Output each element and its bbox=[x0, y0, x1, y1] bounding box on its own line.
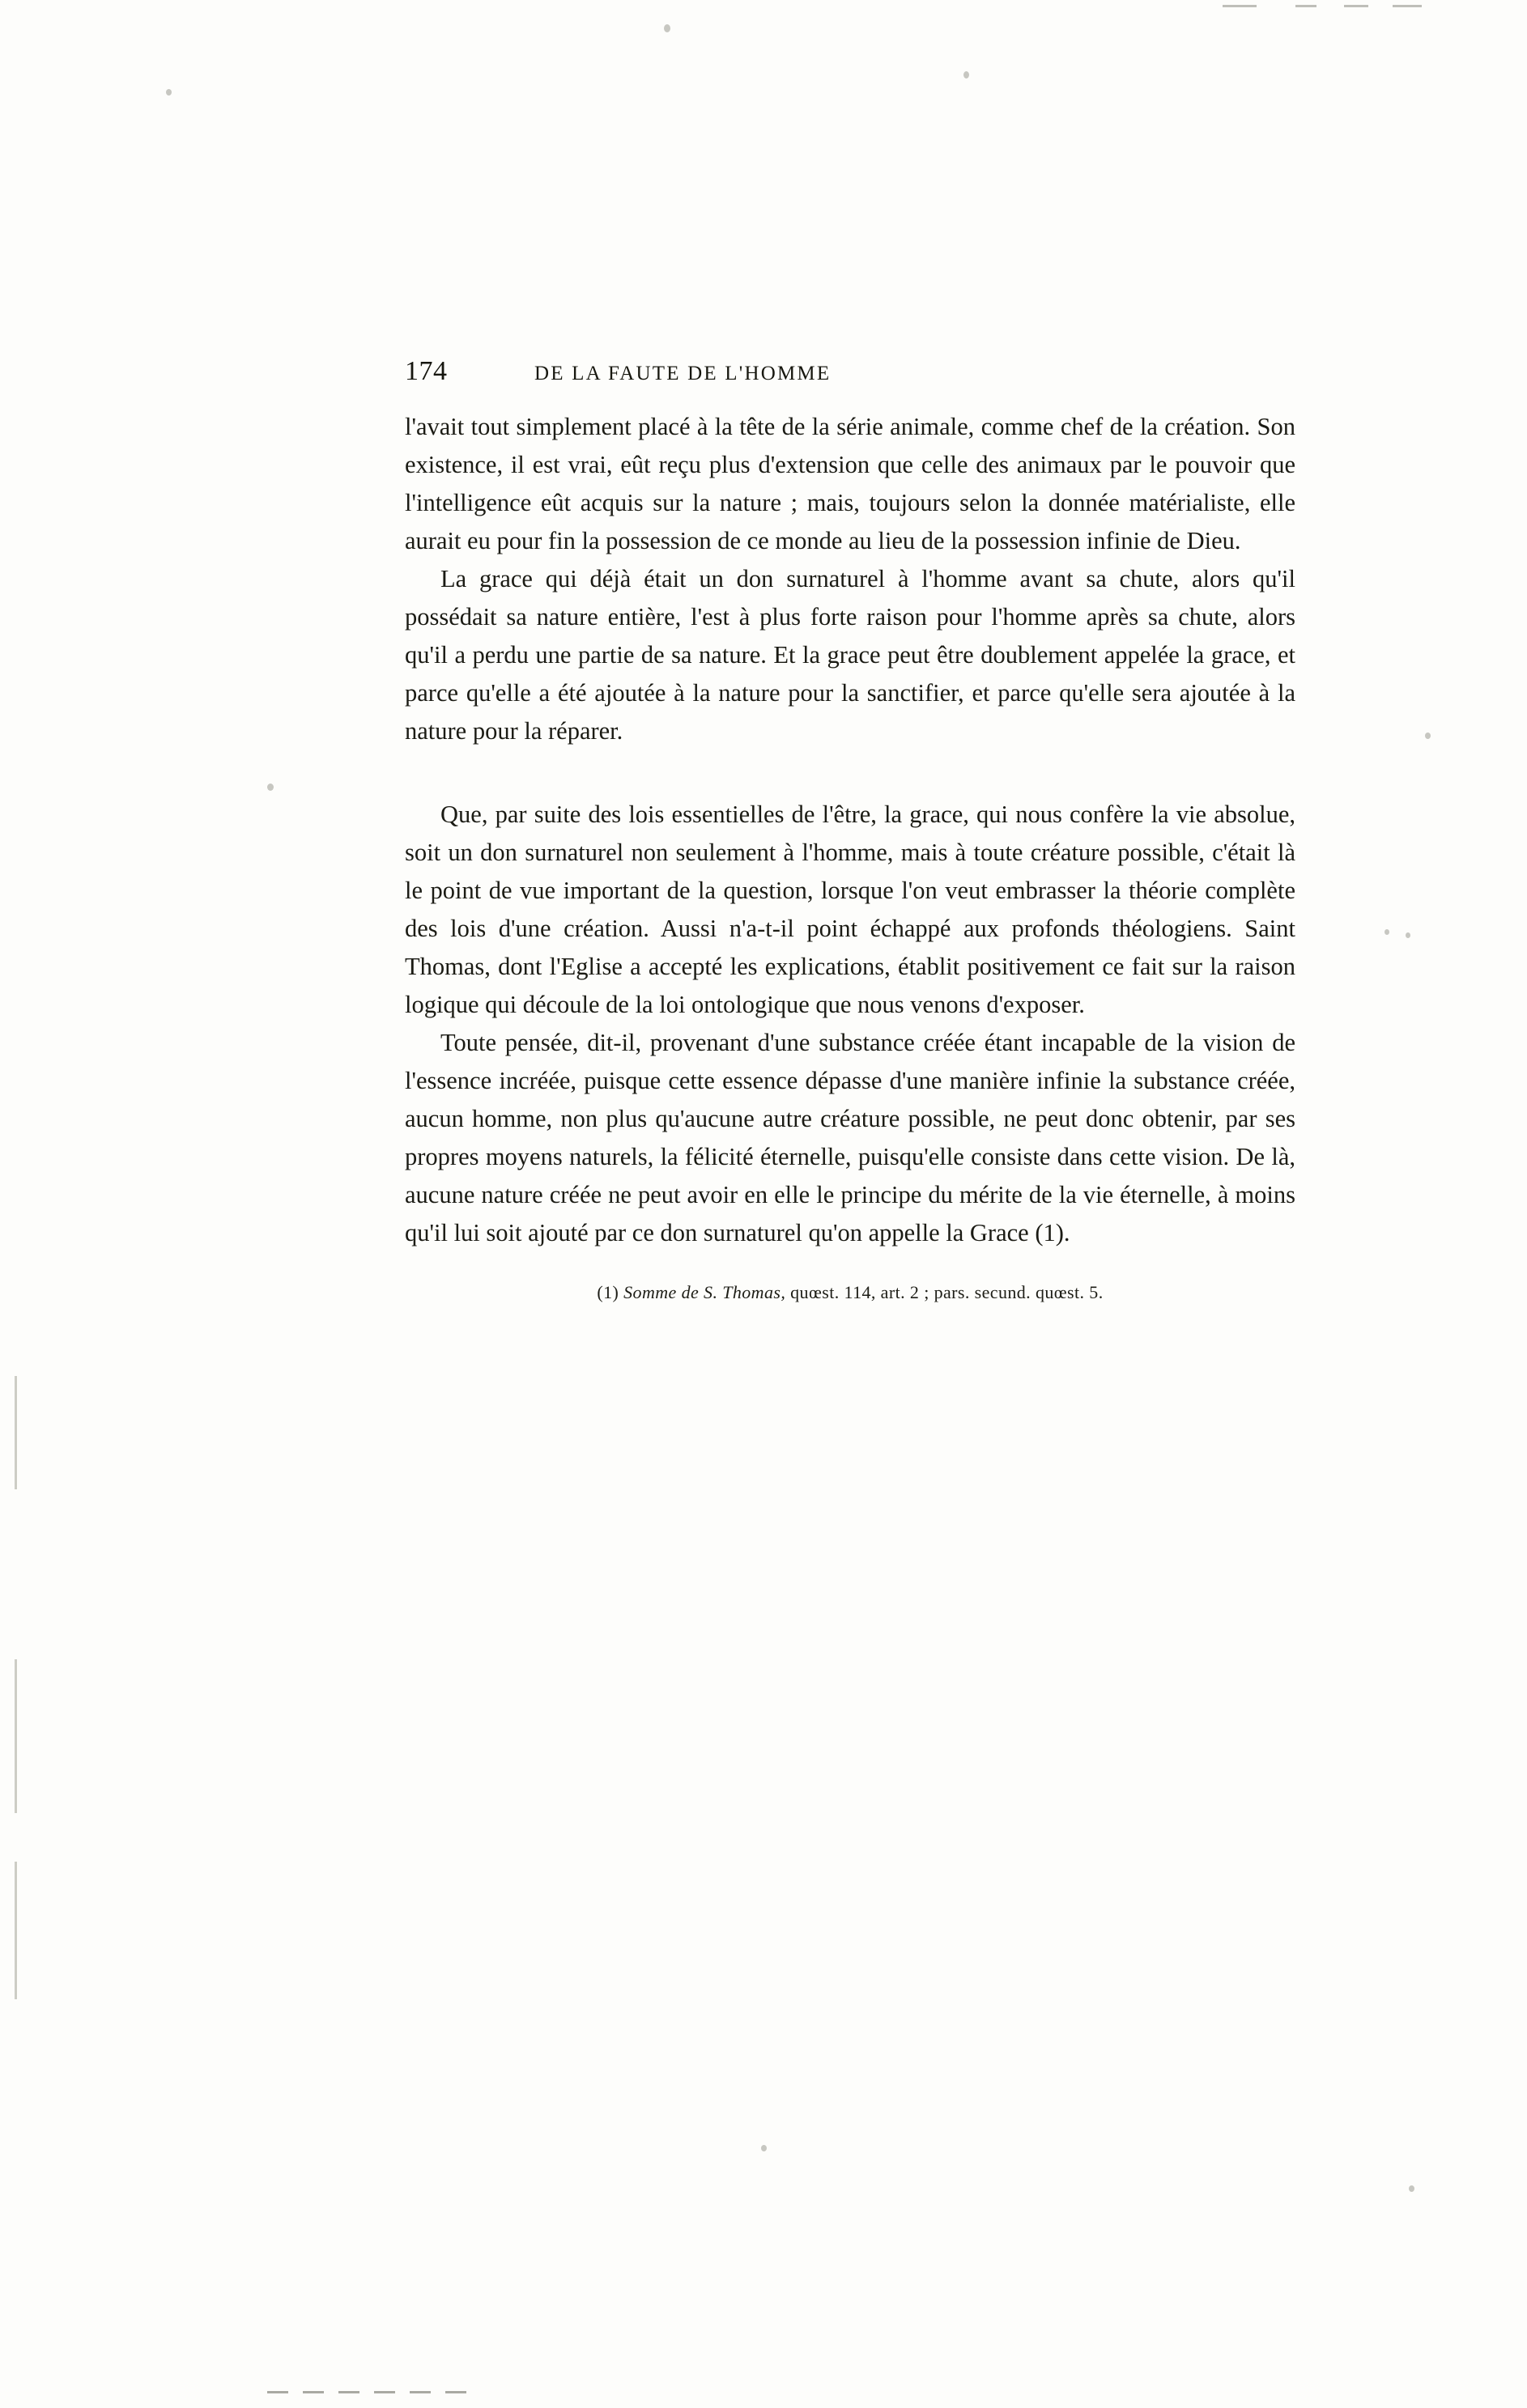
scan-artifact-speck bbox=[1406, 932, 1410, 938]
paragraph: Que, par suite des lois essentielles de l'être, la grace, qui nous confère la vie absolue, soit un don surnaturel non seulement à l'homme, mais à toute créature possible, c'était là le point de vue important de la question, lorsque l'on veut embrasser la théorie complète des lois d'une création. Aussi n'a-t-il point échappé aux profonds théologiens. Saint Thomas, dont l'Eglise a accepté les explications, établit positivement ce fait sur la raison logique qui découle de la loi ontologique que nous venons d'exposer. bbox=[405, 801, 1295, 1018]
paragraph-spacer bbox=[405, 750, 1295, 796]
page-header bbox=[405, 356, 1295, 387]
scan-artifact-speck bbox=[761, 2145, 767, 2151]
scan-artifact-edge-line bbox=[15, 1376, 17, 1489]
running-head: DE LA FAUTE DE L'HOMME bbox=[534, 363, 832, 384]
paragraph: Toute pensée, dit-il, provenant d'une substance créée étant incapable de la vision de l'essence incréée, puisque cette essence dépasse d'une manière infinie la substance créée, aucun homme, non plus qu'aucune autre créature possible, ne peut donc obtenir, par ses propres moyens naturels, la félicité éternelle, puisqu'elle consiste dans cette vision. De là, aucune nature créée ne peut avoir en elle le principe du mérite de la vie éternelle, à moins qu'il lui soit ajouté par ce don surnaturel qu'on appelle la Grace (1). bbox=[405, 1029, 1295, 1246]
scan-artifact-tick bbox=[1223, 5, 1257, 7]
footnote-marker: (1) bbox=[597, 1282, 619, 1302]
footnote-title: Somme de S. Thomas, bbox=[623, 1282, 786, 1302]
scan-artifact-edge-line bbox=[15, 1862, 17, 1999]
scan-artifact-speck bbox=[1385, 929, 1389, 935]
scan-artifact-tick bbox=[1393, 5, 1422, 7]
scan-artifact-edge-line bbox=[15, 1659, 17, 1813]
footnote-reference: quœst. 114, art. 2 ; pars. secund. quœst. 5. bbox=[790, 1282, 1104, 1302]
footnote-area bbox=[405, 1280, 1295, 1306]
scan-artifact-speck bbox=[1409, 2185, 1414, 2192]
scan-artifact-speck bbox=[963, 71, 969, 79]
paragraph: l'avait tout simplement placé à la tête de la série animale, comme chef de la création. Son existence, il est vrai, eût reçu plus d'extension que celle des animaux par le pouvoir que l'intelligence eût acquis sur la nature ; mais, toujours selon la donnée matérialiste, elle aurait eu pour fin la possession de ce monde au lieu de la possession infinie de Dieu. bbox=[405, 413, 1295, 554]
scan-artifact-tick bbox=[1295, 5, 1316, 7]
scan-artifact-speck bbox=[267, 784, 274, 791]
scan-artifact-dashes bbox=[267, 2391, 478, 2393]
page-number: 174 bbox=[405, 356, 448, 386]
scan-artifact-speck bbox=[664, 24, 670, 32]
footnote bbox=[405, 1280, 1295, 1306]
paragraph: La grace qui déjà était un don surnaturel à l'homme avant sa chute, alors qu'il possédait sa nature entière, l'est à plus forte raison pour l'homme après sa chute, alors qu'il a perdu une partie de sa nature. Et la grace peut être doublement appelée la grace, et parce qu'elle a été ajoutée à la nature pour la sanctifier, et parce qu'elle sera ajoutée à la nature pour la réparer. bbox=[405, 565, 1295, 745]
scan-artifact-speck bbox=[166, 89, 172, 96]
page-text-block bbox=[405, 356, 1295, 1306]
scan-artifact-tick bbox=[1344, 5, 1368, 7]
scan-artifact-speck bbox=[1425, 733, 1431, 739]
